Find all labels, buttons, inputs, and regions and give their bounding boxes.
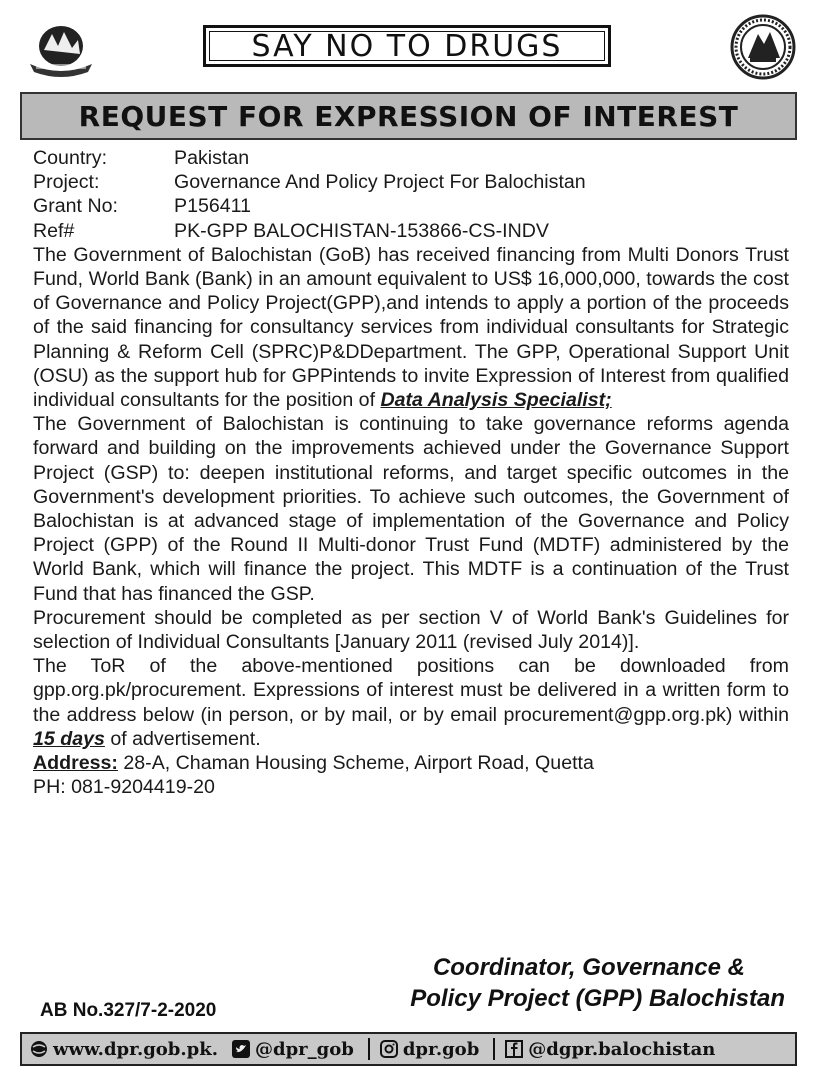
footer-separator	[493, 1038, 495, 1060]
meta-grant-no	[33, 194, 789, 218]
page-title: REQUEST FOR EXPRESSION OF INTEREST	[20, 92, 797, 140]
footer-separator	[368, 1038, 370, 1060]
notice-body	[33, 146, 789, 799]
facebook-icon	[505, 1040, 523, 1058]
signature-line-2: Policy Project (GPP) Balochistan	[410, 985, 785, 1012]
meta-country	[33, 146, 789, 170]
meta-key: Country:	[33, 147, 108, 169]
signature-block	[390, 952, 785, 1014]
paragraph-tor	[33, 654, 789, 751]
address-label: Address:	[33, 752, 118, 775]
paragraph-financing	[33, 243, 789, 412]
meta-value: Governance And Policy Project For Balochistan	[174, 171, 586, 194]
twitter-icon	[232, 1040, 250, 1058]
meta-key: Grant No:	[33, 195, 118, 218]
ab-number: AB No.327/7-2-2020	[40, 1000, 217, 1021]
paragraph-text: The Government of Balochistan (GoB) has received financing from Multi Donors Trust Fund, World Bank (Bank) in an amount equivalent to US$ 16,000,000, towards the cost of Governance and Policy Project(GPP),and intends to apply a portion of the proceeds of the said financing for consultancy services from individual consultants for Strategic Planning & Reform Cell (SPRC)P&DDepartment. The GPP, Operational Support Unit (OSU) as the support hub for GPPintends to invite Expression of Interest from qualified individual consultants for the position of	[33, 243, 789, 412]
footer-instagram-text: dpr.gob	[402, 1038, 480, 1060]
balochistan-emblem-logo	[26, 20, 96, 78]
meta-value: PK-GPP BALOCHISTAN-153866-CS-INDV	[174, 219, 549, 242]
globe-icon	[30, 1040, 48, 1058]
footer-twitter-text: @dpr_gob	[254, 1038, 354, 1060]
phone-line: PH: 081-9204419-20	[33, 776, 215, 799]
position-title: Data Analysis Specialist;	[380, 389, 612, 412]
footer-instagram[interactable]	[380, 1039, 479, 1060]
meta-key: Project:	[33, 171, 100, 194]
signature-line-1: Coordinator, Governance &	[432, 954, 745, 981]
meta-value: P156411	[174, 195, 251, 218]
meta-ref	[33, 219, 789, 243]
paragraph-text: The ToR of the above-mentioned positions can be downloaded from gpp.org.pk/procurement. Expressions of interest must be delivered in a written form to the address below (in person, or by mail, or by email procurement@gpp.org.pk) within	[33, 655, 789, 726]
meta-value: Pakistan	[174, 147, 250, 169]
gpp-seal-logo	[730, 14, 796, 80]
meta-project	[33, 170, 789, 194]
footer-facebook-text: @dgpr.balochistan	[528, 1038, 716, 1060]
footer-website-text: www.dpr.gob.pk.	[53, 1038, 218, 1060]
paragraph-procurement: Procurement should be completed as per section V of World Bank's Guidelines for selection of Individual Consultants [January 2011 (revised July 2014)].	[33, 606, 789, 654]
address-value: 28-A, Chaman Housing Scheme, Airport Road, Quetta	[117, 752, 594, 775]
instagram-icon	[380, 1040, 398, 1058]
say-no-to-drugs-banner: SAY NO TO DRUGS	[203, 25, 611, 67]
paragraph-governance: The Government of Balochistan is continuing to take governance reforms agenda forward and building on the improvements achieved under the Governance Support Project (GSP) to: deepen institutional reforms, and target specific outcomes in the Government's development priorities. To achieve such outcomes, the Government of Balochistan is at advanced stage of implementation of the Governance and Policy Project (GPP) of the Round II Multi-donor Trust Fund (MDTF) administered by the World Bank, which will finance the project. This MDTF is a continuation of the Trust Fund that has financed the GSP.	[33, 413, 789, 605]
footer-website[interactable]	[30, 1039, 218, 1060]
footer-facebook[interactable]	[505, 1039, 715, 1060]
meta-key: Ref#	[33, 219, 75, 242]
footer-twitter[interactable]	[232, 1039, 354, 1060]
paragraph-tail: of advertisement.	[104, 727, 261, 750]
deadline-days: 15 days	[33, 727, 105, 750]
footer-bar	[20, 1032, 797, 1066]
address-line	[33, 751, 789, 775]
